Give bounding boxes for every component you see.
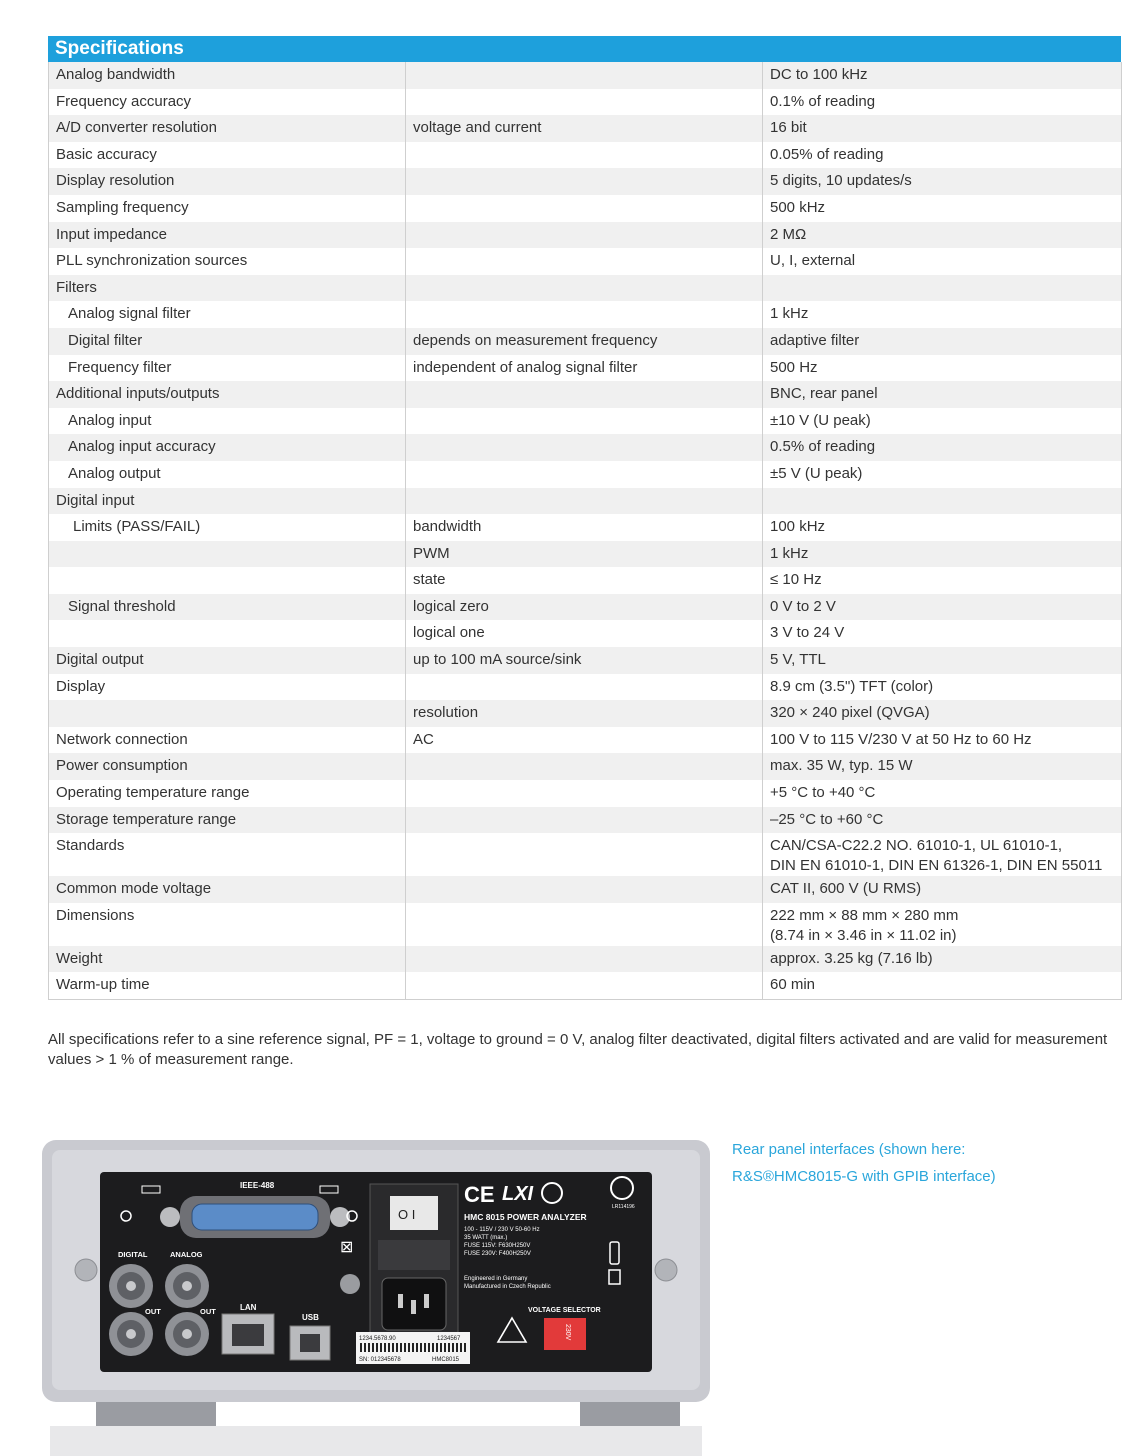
spec-row bbox=[49, 195, 1122, 222]
specifications-table bbox=[48, 62, 1122, 1000]
spec-parameter: Filters bbox=[49, 275, 406, 302]
spec-condition bbox=[406, 903, 763, 946]
spec-row bbox=[49, 946, 1122, 973]
spec-value bbox=[763, 780, 1122, 807]
spec-value bbox=[763, 727, 1122, 754]
spec-condition bbox=[406, 488, 763, 515]
spec-value-line: 5 digits, 10 updates/s bbox=[770, 172, 912, 190]
spec-condition bbox=[406, 89, 763, 116]
spec-parameter: Frequency accuracy bbox=[49, 89, 406, 116]
spec-value-line: DC to 100 kHz bbox=[770, 66, 868, 83]
spec-condition bbox=[406, 434, 763, 461]
spec-row bbox=[49, 972, 1122, 999]
specifications-section bbox=[48, 36, 1121, 1000]
spec-value-line: 222 mm × 88 mm × 280 mm bbox=[770, 906, 959, 924]
spec-row bbox=[49, 248, 1122, 275]
spec-parameter: Display bbox=[49, 674, 406, 701]
out-label-2: OUT bbox=[200, 1307, 216, 1316]
spec-row bbox=[49, 700, 1122, 727]
specifications-title: Specifications bbox=[48, 36, 1121, 62]
spec-value-line: 500 kHz bbox=[770, 198, 826, 216]
spec-row bbox=[49, 222, 1122, 249]
voltage-selector-label: VOLTAGE SELECTOR bbox=[528, 1307, 601, 1314]
spec-parameter: Analog input accuracy bbox=[49, 434, 406, 461]
spec-row bbox=[49, 328, 1122, 355]
spec-row bbox=[49, 381, 1122, 408]
spec-value-line: 2 MΩ bbox=[770, 225, 807, 243]
spec-row bbox=[49, 903, 1122, 946]
spec-value-line: –25 °C to +60 °C bbox=[770, 810, 884, 828]
spec-row bbox=[49, 514, 1122, 541]
spec-parameter: Limits (PASS/FAIL) bbox=[49, 514, 406, 541]
inlet-pin-2 bbox=[411, 1300, 416, 1314]
inlet-pin-3 bbox=[424, 1294, 429, 1308]
spec-row bbox=[49, 753, 1122, 780]
spec-value bbox=[763, 567, 1122, 594]
spec-row bbox=[49, 62, 1122, 89]
spec-condition bbox=[406, 807, 763, 834]
ground-terminal bbox=[340, 1274, 360, 1294]
spec-row bbox=[49, 833, 1122, 876]
voltage-selector-value: 230V bbox=[564, 1324, 571, 1341]
spec-value bbox=[763, 488, 1122, 515]
fuse-holder bbox=[378, 1240, 450, 1270]
analog-label: ANALOG bbox=[170, 1250, 203, 1259]
spec-condition: independent of analog signal filter bbox=[406, 355, 763, 382]
spec-condition: PWM bbox=[406, 541, 763, 568]
spec-condition: up to 100 mA source/sink bbox=[406, 647, 763, 674]
screw-left bbox=[75, 1259, 97, 1281]
spec-value bbox=[763, 753, 1122, 780]
spec-value bbox=[763, 946, 1122, 973]
spec-row bbox=[49, 594, 1122, 621]
spec-condition: logical one bbox=[406, 620, 763, 647]
device-foot-right bbox=[580, 1398, 680, 1426]
spec-condition bbox=[406, 222, 763, 249]
spec-condition: logical zero bbox=[406, 594, 763, 621]
bnc-digital-out bbox=[109, 1312, 153, 1356]
serial-bottom-right: HMC8015 bbox=[432, 1357, 460, 1363]
spec-row bbox=[49, 461, 1122, 488]
spec-condition bbox=[406, 833, 763, 876]
spec-condition bbox=[406, 168, 763, 195]
spec-parameter bbox=[49, 567, 406, 594]
ratings-line-4: FUSE 230V: F400H250V bbox=[464, 1251, 531, 1257]
spec-parameter: Sampling frequency bbox=[49, 195, 406, 222]
spec-value-line: +5 °C to +40 °C bbox=[770, 784, 876, 802]
spec-parameter: Dimensions bbox=[49, 903, 406, 946]
spec-parameter: Display resolution bbox=[49, 168, 406, 195]
spec-parameter: Storage temperature range bbox=[49, 807, 406, 834]
spec-row bbox=[49, 142, 1122, 169]
spec-parameter: A/D converter resolution bbox=[49, 115, 406, 142]
spec-value-line: approx. 3.25 kg (7.16 lb) bbox=[770, 949, 933, 967]
usb-port-socket bbox=[300, 1334, 320, 1352]
spec-value-line: 0.05% of reading bbox=[770, 145, 884, 163]
spec-parameter: Analog signal filter bbox=[49, 301, 406, 328]
spec-row bbox=[49, 488, 1122, 515]
spec-condition bbox=[406, 461, 763, 488]
spec-parameter: Operating temperature range bbox=[49, 780, 406, 807]
spec-value-line: ±5 V (U peak) bbox=[770, 464, 863, 482]
spec-condition bbox=[406, 381, 763, 408]
spec-value-line: 5 V, TTL bbox=[770, 651, 826, 669]
spec-value-line: 1 kHz bbox=[770, 544, 809, 562]
spec-value-line: 16 bit bbox=[770, 119, 807, 137]
spec-parameter: Digital filter bbox=[49, 328, 406, 355]
spec-value-line: ≤ 10 Hz bbox=[770, 571, 822, 589]
serial-top-left: 1234.5678.90 bbox=[359, 1336, 396, 1342]
spec-row bbox=[49, 301, 1122, 328]
spec-parameter bbox=[49, 541, 406, 568]
spec-parameter bbox=[49, 700, 406, 727]
spec-row bbox=[49, 115, 1122, 142]
screw-right bbox=[655, 1259, 677, 1281]
spec-condition: AC bbox=[406, 727, 763, 754]
product-name: HMC 8015 POWER ANALYZER bbox=[464, 1212, 587, 1222]
spec-value-line: 8.9 cm (3.5") TFT (color) bbox=[770, 677, 934, 695]
spec-value-line-2: (8.74 in × 3.46 in × 11.02 in) bbox=[770, 926, 957, 944]
gpib-screw-left bbox=[160, 1207, 180, 1227]
spec-condition: depends on measurement frequency bbox=[406, 328, 763, 355]
spec-value-line: 100 kHz bbox=[770, 518, 826, 536]
spec-condition bbox=[406, 876, 763, 903]
gpib-port bbox=[192, 1204, 318, 1230]
spec-parameter: Frequency filter bbox=[49, 355, 406, 382]
spec-condition bbox=[406, 780, 763, 807]
usb-label: USB bbox=[302, 1313, 319, 1322]
spec-parameter: Digital input bbox=[49, 488, 406, 515]
lan-label: LAN bbox=[240, 1303, 257, 1312]
spec-value-line: 500 Hz bbox=[770, 358, 818, 376]
spec-row bbox=[49, 620, 1122, 647]
spec-row bbox=[49, 807, 1122, 834]
spec-value bbox=[763, 541, 1122, 568]
spec-parameter: Additional inputs/outputs bbox=[49, 381, 406, 408]
spec-row bbox=[49, 647, 1122, 674]
spec-value bbox=[763, 248, 1122, 275]
device-shadow bbox=[50, 1426, 702, 1456]
ratings-line-3: FUSE 115V: F630H250V bbox=[464, 1243, 531, 1249]
spec-value bbox=[763, 647, 1122, 674]
spec-condition bbox=[406, 946, 763, 973]
spec-row bbox=[49, 408, 1122, 435]
serial-top-right: 1234567 bbox=[437, 1336, 461, 1342]
spec-condition: resolution bbox=[406, 700, 763, 727]
spec-condition: bandwidth bbox=[406, 514, 763, 541]
spec-value-line: 0.5% of reading bbox=[770, 438, 876, 456]
spec-row bbox=[49, 89, 1122, 116]
spec-value bbox=[763, 301, 1122, 328]
spec-condition bbox=[406, 753, 763, 780]
spec-parameter bbox=[49, 620, 406, 647]
power-switch-symbol: O I bbox=[398, 1207, 416, 1222]
caption-line-1: Rear panel interfaces (shown here: bbox=[732, 1141, 966, 1158]
ratings-line-2: 35 WATT (max.) bbox=[464, 1235, 508, 1241]
spec-value bbox=[763, 514, 1122, 541]
spec-row bbox=[49, 727, 1122, 754]
spec-value bbox=[763, 700, 1122, 727]
device-foot-left bbox=[96, 1398, 216, 1426]
ratings-line-1: 100 - 115V / 230 V 50-60 Hz bbox=[464, 1227, 540, 1233]
bnc-digital-in bbox=[109, 1264, 153, 1308]
spec-parameter: Warm-up time bbox=[49, 972, 406, 999]
spec-parameter: Common mode voltage bbox=[49, 876, 406, 903]
footnote: All specifications refer to a sine reference signal, PF = 1, voltage to ground = 0 V, analog filter deactivated, digital filters activated and are valid for measurement values > 1 % of measurement range. bbox=[48, 1031, 1108, 1068]
spec-value bbox=[763, 89, 1122, 116]
spec-row bbox=[49, 876, 1122, 903]
made-line-2: Manufactured in Czech Republic bbox=[464, 1284, 551, 1290]
spec-value bbox=[763, 355, 1122, 382]
rear-panel-photo bbox=[40, 1136, 712, 1456]
spec-row bbox=[49, 275, 1122, 302]
spec-row bbox=[49, 780, 1122, 807]
spec-value bbox=[763, 222, 1122, 249]
spec-condition bbox=[406, 275, 763, 302]
spec-condition bbox=[406, 62, 763, 89]
digital-label: DIGITAL bbox=[118, 1250, 148, 1259]
spec-value bbox=[763, 620, 1122, 647]
spec-value-line: ±10 V (U peak) bbox=[770, 411, 871, 429]
caption-line-2: R&S®HMC8015-G with GPIB interface) bbox=[732, 1168, 996, 1185]
out-label-1: OUT bbox=[145, 1307, 161, 1316]
spec-row bbox=[49, 674, 1122, 701]
spec-parameter: Analog bandwidth bbox=[49, 62, 406, 89]
spec-value bbox=[763, 833, 1122, 876]
spec-condition bbox=[406, 195, 763, 222]
ieee-label: IEEE-488 bbox=[240, 1181, 275, 1190]
spec-parameter: Analog input bbox=[49, 408, 406, 435]
spec-row bbox=[49, 355, 1122, 382]
spec-value-line: 1 kHz bbox=[770, 305, 809, 323]
spec-value-line: BNC, rear panel bbox=[770, 385, 878, 403]
spec-value bbox=[763, 903, 1122, 946]
spec-value bbox=[763, 594, 1122, 621]
spec-value-line: U, I, external bbox=[770, 252, 856, 270]
bnc-analog-in bbox=[165, 1264, 209, 1308]
spec-value bbox=[763, 275, 1122, 302]
spec-value bbox=[763, 142, 1122, 169]
spec-condition bbox=[406, 301, 763, 328]
spec-parameter: Power consumption bbox=[49, 753, 406, 780]
spec-value-line: 0.1% of reading bbox=[770, 92, 876, 110]
serial-bottom-left: SN: 012345678 bbox=[359, 1357, 401, 1363]
spec-value-line: CAN/CSA-C22.2 NO. 61010-1, UL 61010-1, bbox=[770, 837, 1063, 855]
spec-parameter: Weight bbox=[49, 946, 406, 973]
spec-value bbox=[763, 876, 1122, 903]
bnc-analog-out bbox=[165, 1312, 209, 1356]
spec-row bbox=[49, 168, 1122, 195]
spec-condition: voltage and current bbox=[406, 115, 763, 142]
barcode bbox=[359, 1343, 467, 1352]
spec-value-line-2: DIN EN 61010-1, DIN EN 61326-1, DIN EN 55011 bbox=[770, 857, 1103, 875]
spec-value bbox=[763, 807, 1122, 834]
spec-parameter: Input impedance bbox=[49, 222, 406, 249]
spec-row bbox=[49, 434, 1122, 461]
spec-parameter: PLL synchronization sources bbox=[49, 248, 406, 275]
spec-parameter: Signal threshold bbox=[49, 594, 406, 621]
spec-row bbox=[49, 541, 1122, 568]
spec-value bbox=[763, 62, 1122, 89]
spec-condition bbox=[406, 142, 763, 169]
spec-value bbox=[763, 195, 1122, 222]
spec-value bbox=[763, 381, 1122, 408]
spec-value-line: 60 min bbox=[770, 976, 816, 994]
spec-condition: state bbox=[406, 567, 763, 594]
spec-value bbox=[763, 674, 1122, 701]
spec-value-line: 320 × 240 pixel (QVGA) bbox=[770, 704, 930, 722]
spec-condition bbox=[406, 408, 763, 435]
spec-value bbox=[763, 115, 1122, 142]
spec-value bbox=[763, 168, 1122, 195]
spec-value-line: adaptive filter bbox=[770, 331, 860, 349]
lxi-mark: LXI bbox=[502, 1183, 534, 1205]
cert-code: LR114196 bbox=[612, 1204, 635, 1210]
ce-mark: CE bbox=[464, 1182, 495, 1207]
spec-parameter: Network connection bbox=[49, 727, 406, 754]
spec-condition bbox=[406, 972, 763, 999]
spec-value bbox=[763, 328, 1122, 355]
made-line-1: Engineered in Germany bbox=[464, 1276, 528, 1282]
spec-value-line: CAT II, 600 V (U RMS) bbox=[770, 880, 922, 898]
spec-condition bbox=[406, 674, 763, 701]
image-caption bbox=[732, 1136, 1112, 1190]
spec-value-line: 3 V to 24 V bbox=[770, 624, 845, 642]
spec-value bbox=[763, 461, 1122, 488]
spec-value-line: 0 V to 2 V bbox=[770, 597, 836, 615]
spec-parameter: Standards bbox=[49, 833, 406, 876]
spec-value-line: 100 V to 115 V/230 V at 50 Hz to 60 Hz bbox=[770, 730, 1032, 748]
spec-condition bbox=[406, 248, 763, 275]
spec-row bbox=[49, 567, 1122, 594]
spec-value bbox=[763, 434, 1122, 461]
lan-port-socket bbox=[232, 1324, 264, 1346]
spec-value-line: max. 35 W, typ. 15 W bbox=[770, 757, 913, 775]
spec-parameter: Digital output bbox=[49, 647, 406, 674]
spec-value bbox=[763, 972, 1122, 999]
weee-icon: ⊠ bbox=[340, 1237, 354, 1256]
inlet-pin-1 bbox=[398, 1294, 403, 1308]
spec-parameter: Basic accuracy bbox=[49, 142, 406, 169]
spec-value bbox=[763, 408, 1122, 435]
spec-parameter: Analog output bbox=[49, 461, 406, 488]
